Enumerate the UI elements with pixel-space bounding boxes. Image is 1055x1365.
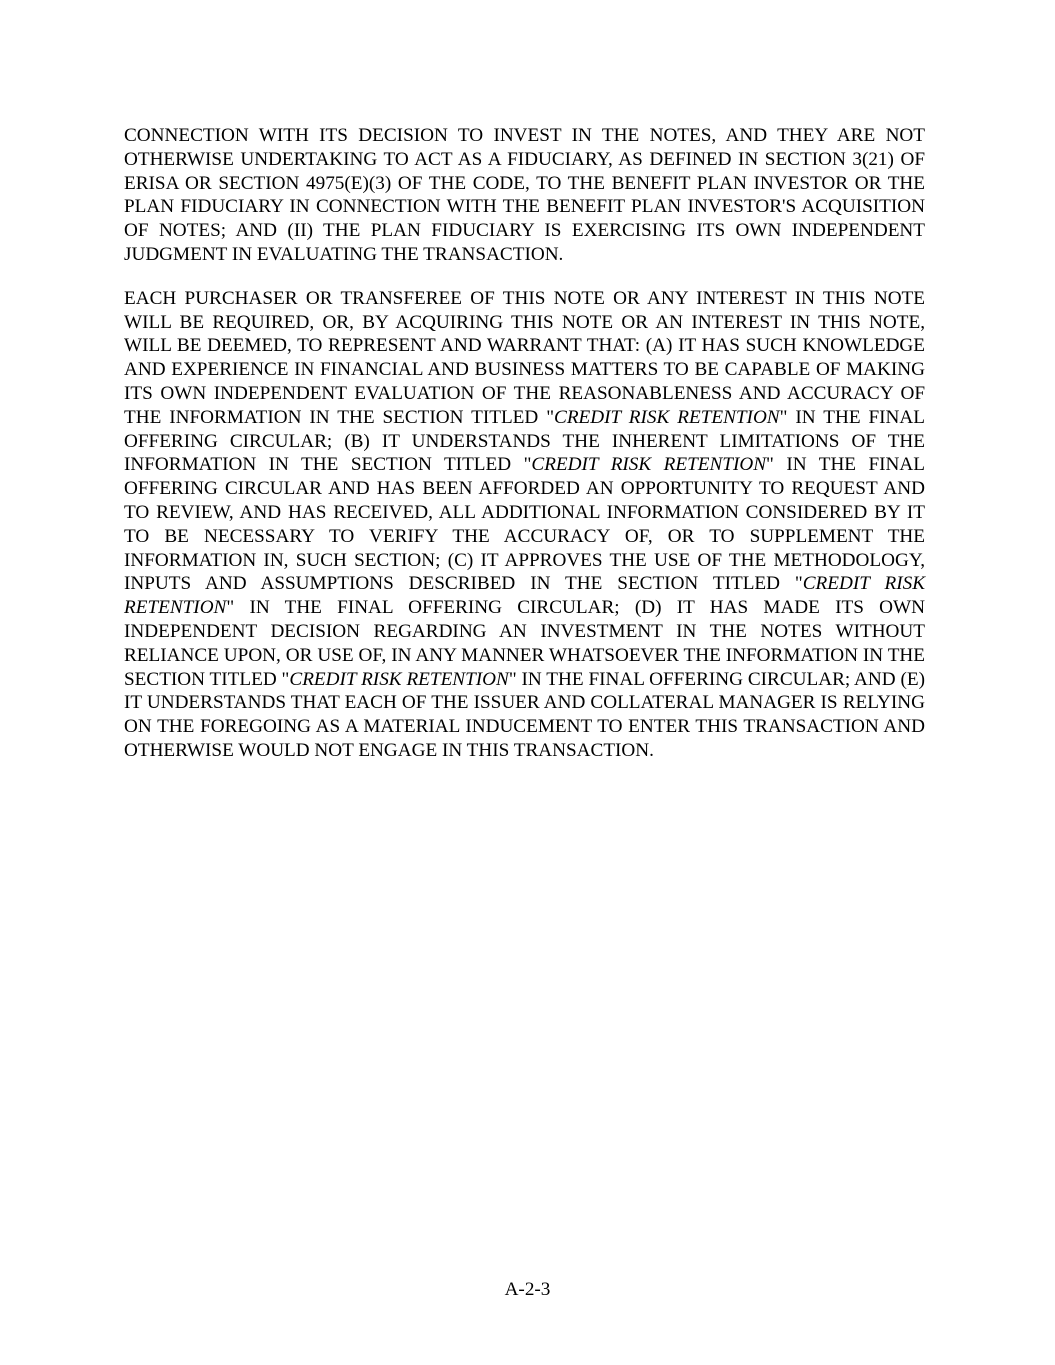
paragraph-text: " IN THE FINAL OFFERING CIRCULAR; (B) IT UNDERSTANDS THE INHERENT LIMITATIONS OF THE INFORMATION IN THE SECTION TITLED ": [124, 406, 925, 476]
document-body: [124, 124, 925, 763]
page-number: A-2-3: [504, 1279, 551, 1300]
paragraph-purchaser-representations: [124, 287, 925, 763]
italic-section-title: CREDIT RISK RETENTION: [531, 454, 767, 476]
paragraph-text: " IN THE FINAL OFFERING CIRCULAR AND HAS BEEN AFFORDED AN OPPORTUNITY TO REQUEST AND TO REVIEW, AND HAS RECEIVED, ALL ADDITIONAL INFORMATION CONSIDERED BY IT TO BE NECESSARY TO VERIFY THE ACCURACY OF, OR TO SUPPLEMENT THE INFORMATION IN, SUCH SECTION; (C) IT APPROVES THE USE OF THE METHODOLOGY, INPUTS AND ASSUMPTIONS DESCRIBED IN THE SECTION TITLED ": [124, 454, 925, 595]
paragraph-fiduciary-continuation: [124, 124, 925, 267]
italic-section-title: CREDIT RISK RETENTION: [554, 406, 780, 428]
paragraph-text: CONNECTION WITH ITS DECISION TO INVEST IN THE NOTES, AND THEY ARE NOT OTHERWISE UNDERTAKING TO ACT AS A FIDUCIARY, AS DEFINED IN SECTION 3(21) OF ERISA OR SECTION 4975(E)(3) OF THE CODE, TO THE BENEFIT PLAN INVESTOR OR THE PLAN FIDUCIARY IN CONNECTION WITH THE BENEFIT PLAN INVESTOR'S ACQUISITION OF NOTES; AND (II) THE PLAN FIDUCIARY IS EXERCISING ITS OWN INDEPENDENT JUDGMENT IN EVALUATING THE TRANSACTION.: [124, 125, 925, 265]
italic-section-title: CREDIT RISK RETENTION: [289, 668, 509, 690]
paragraph-text: " IN THE FINAL OFFERING CIRCULAR; (D) IT HAS MADE ITS OWN INDEPENDENT DECISION REGARDING AN INVESTMENT IN THE NOTES WITHOUT RELIANCE UPON, OR USE OF, IN ANY MANNER WHATSOEVER THE INFORMATION IN THE SECTION TITLED ": [124, 597, 925, 690]
paragraph-text: EACH PURCHASER OR TRANSFEREE OF THIS NOTE OR ANY INTEREST IN THIS NOTE WILL BE REQUIRED, OR, BY ACQUIRING THIS NOTE OR AN INTEREST IN THIS NOTE, WILL BE DEEMED, TO REPRESENT AND WARRANT THAT: (A) IT HAS SUCH KNOWLEDGE AND EXPERIENCE IN FINANCIAL AND BUSINESS MATTERS TO BE CAPABLE OF MAKING ITS OWN INDEPENDENT EVALUATION OF THE REASONABLENESS AND ACCURACY OF THE INFORMATION IN THE SECTION TITLED ": [124, 287, 925, 428]
paragraph-text: " IN THE FINAL OFFERING CIRCULAR; AND (E) IT UNDERSTANDS THAT EACH OF THE ISSUER AND COLLATERAL MANAGER IS RELYING ON THE FOREGOING AS A MATERIAL INDUCEMENT TO ENTER THIS TRANSACTION AND OTHERWISE WOULD NOT ENGAGE IN THIS TRANSACTION.: [124, 668, 925, 761]
italic-section-title: CREDIT RISK RETENTION: [124, 573, 925, 619]
